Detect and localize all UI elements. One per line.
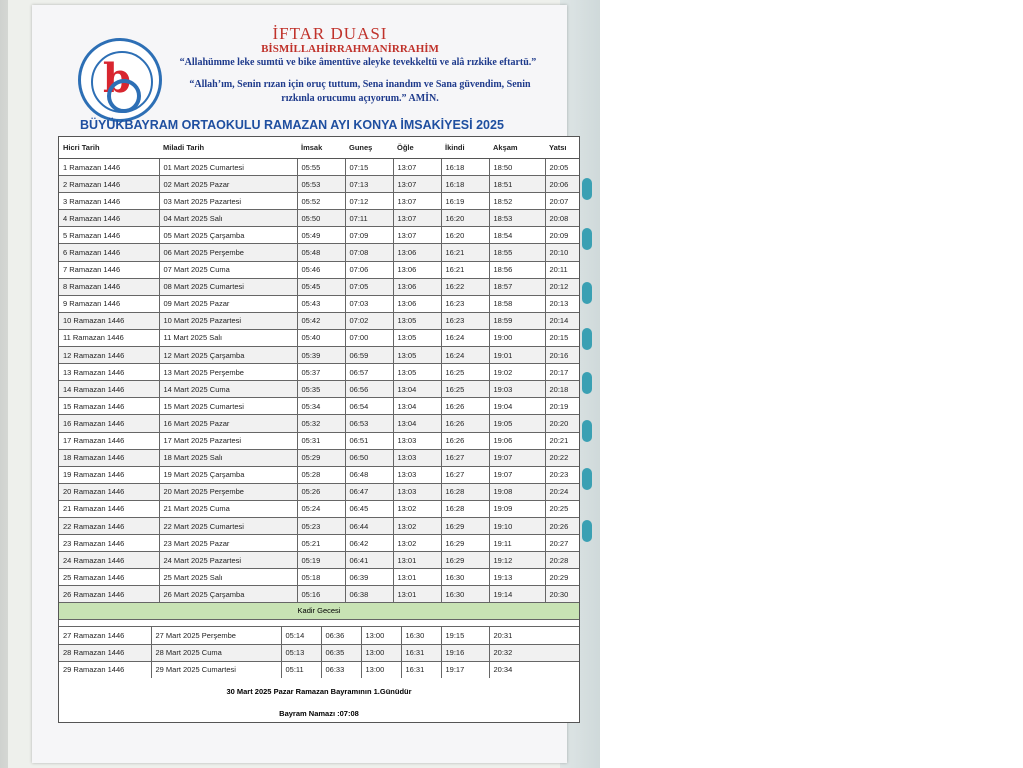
table-row [59,552,579,569]
table-cell: 07:06 [345,261,393,278]
table-cell: 16 Mart 2025 Pazar [159,415,297,432]
table-cell: 23 Ramazan 1446 [59,535,159,552]
table-cell: 16:21 [441,261,489,278]
table-cell: 19:17 [441,661,489,678]
table-cell: 20:19 [545,398,579,415]
table-cell: 10 Ramazan 1446 [59,312,159,329]
table-cell: 05:23 [297,517,345,534]
table-cell: 06:48 [345,466,393,483]
table-cell: 07 Mart 2025 Cuma [159,261,297,278]
table-cell: 25 Ramazan 1446 [59,569,159,586]
table-cell: 24 Ramazan 1446 [59,552,159,569]
table-cell: 16:25 [441,381,489,398]
table-row [59,312,579,329]
table-cell: 16:30 [441,569,489,586]
table-cell: 11 Ramazan 1446 [59,329,159,346]
table-cell: 16:28 [441,483,489,500]
table-cell: 01 Mart 2025 Cumartesi [159,159,297,176]
table-cell: 13:04 [393,415,441,432]
table-cell: 18:52 [489,193,545,210]
table-cell: 16:24 [441,329,489,346]
table-cell: 05:50 [297,210,345,227]
table-cell: 16:22 [441,278,489,295]
table-row [59,586,579,603]
sleeve-hole [582,328,592,350]
table-cell: 13:00 [361,661,401,678]
table-cell: 15 Ramazan 1446 [59,398,159,415]
table-row [59,364,579,381]
table-cell: 13:03 [393,432,441,449]
table-cell: 21 Ramazan 1446 [59,500,159,517]
table-cell: 19:04 [489,398,545,415]
table-cell: 12 Ramazan 1446 [59,347,159,364]
table-cell: 05:32 [297,415,345,432]
table-cell: 16 Ramazan 1446 [59,415,159,432]
table-cell: 16:20 [441,227,489,244]
table-cell: 21 Mart 2025 Cuma [159,500,297,517]
table-cell: 06:41 [345,552,393,569]
table-cell: 10 Mart 2025 Pazartesi [159,312,297,329]
table-cell: 06:36 [321,627,361,644]
table-cell: 16:30 [401,627,441,644]
table-cell: 16:27 [441,449,489,466]
table-cell: 06:33 [321,661,361,678]
table-cell: 28 Ramazan 1446 [59,644,151,661]
table-cell: 16:23 [441,312,489,329]
table-cell: 19:00 [489,329,545,346]
table-cell: 20 Ramazan 1446 [59,483,159,500]
table-cell: 06:39 [345,569,393,586]
table-row [59,159,579,176]
table-cell: 16:25 [441,364,489,381]
table-cell: 20:11 [545,261,579,278]
table-cell: 07:09 [345,227,393,244]
table-cell: 05:48 [297,244,345,261]
table-cell: 19 Ramazan 1446 [59,466,159,483]
table-cell: 13:05 [393,329,441,346]
table-cell: 13:02 [393,500,441,517]
table-cell: 13:04 [393,381,441,398]
table-row [59,295,579,312]
table-cell: 26 Mart 2025 Çarşamba [159,586,297,603]
table-row [59,210,579,227]
table-cell: 13:01 [393,569,441,586]
table-row [59,329,579,346]
table-cell: 06:53 [345,415,393,432]
table-row [59,381,579,398]
table-cell: 19:07 [489,449,545,466]
table-cell: 13:06 [393,261,441,278]
imsakiye-title: BÜYÜKBAYRAM ORTAOKULU RAMAZAN AYI KONYA İMSAKİYESİ 2025 [80,118,504,132]
logo-letter-mark: b [103,55,131,102]
table-cell: 09 Mart 2025 Pazar [159,295,297,312]
table-row [59,535,579,552]
table-row [59,483,579,500]
table-cell: 07:05 [345,278,393,295]
table-cell: 20 Mart 2025 Perşembe [159,483,297,500]
table-cell: 19:13 [489,569,545,586]
table-row [59,244,579,261]
table-cell: 13:00 [361,627,401,644]
table-cell: 13:04 [393,398,441,415]
table-cell: 07:15 [345,159,393,176]
table-cell: 05:42 [297,312,345,329]
table-cell: 18 Ramazan 1446 [59,449,159,466]
table-cell: 29 Ramazan 1446 [59,661,151,678]
table-cell: 20:10 [545,244,579,261]
table-cell: 18:50 [489,159,545,176]
table-cell: 16:20 [441,210,489,227]
school-logo [78,38,162,122]
table-cell: 20:07 [545,193,579,210]
table-cell: 13:02 [393,517,441,534]
table-cell: 18:51 [489,176,545,193]
table-cell: 06:50 [345,449,393,466]
table-cell: 20:31 [489,627,579,644]
table-row [59,500,579,517]
table-cell: 05:16 [297,586,345,603]
table-row [59,432,579,449]
table-cell: 20:30 [545,586,579,603]
table-cell: 20:26 [545,517,579,534]
table-row [59,449,579,466]
table-cell: 16:31 [401,644,441,661]
table-cell: 07:03 [345,295,393,312]
table-cell: 18:55 [489,244,545,261]
table-cell: 19:15 [441,627,489,644]
sleeve-hole [582,420,592,442]
table-cell: 20:09 [545,227,579,244]
table-cell: 19:01 [489,347,545,364]
table-cell: 06:45 [345,500,393,517]
table-cell: 2 Ramazan 1446 [59,176,159,193]
table-cell: 16:26 [441,415,489,432]
table-cell: 4 Ramazan 1446 [59,210,159,227]
bayram-note: 30 Mart 2025 Pazar Ramazan Bayramının 1.Günüdür [226,686,412,696]
table-cell: 26 Ramazan 1446 [59,586,159,603]
table-row [59,644,579,661]
table-cell: 20:24 [545,483,579,500]
table-cell: 20:20 [545,415,579,432]
table-cell: 19:05 [489,415,545,432]
table-cell: 13:07 [393,193,441,210]
table-cell: 06 Mart 2025 Perşembe [159,244,297,261]
table-cell: 20:08 [545,210,579,227]
table-row [59,176,579,193]
table-cell: 13:07 [393,210,441,227]
sleeve-hole [582,178,592,200]
table-row [59,278,579,295]
table-cell: 06:54 [345,398,393,415]
table-cell: 27 Mart 2025 Perşembe [151,627,281,644]
table-row [59,415,579,432]
table-cell: 20:14 [545,312,579,329]
table-cell: 13:07 [393,227,441,244]
table-cell: 19 Mart 2025 Çarşamba [159,466,297,483]
table-cell: 13 Ramazan 1446 [59,364,159,381]
sleeve-hole [582,228,592,250]
table-cell: 05:39 [297,347,345,364]
col-hicri: Hicri Tarih [59,137,159,159]
table-cell: 06:44 [345,517,393,534]
table-cell: 05:35 [297,381,345,398]
table-cell: 20:28 [545,552,579,569]
table-cell: 05:21 [297,535,345,552]
table-cell: 05:46 [297,261,345,278]
table-cell: 05:40 [297,329,345,346]
table-cell: 02 Mart 2025 Pazar [159,176,297,193]
table-cell: 28 Mart 2025 Cuma [151,644,281,661]
table-cell: 20:23 [545,466,579,483]
table-cell: 16:29 [441,517,489,534]
table-cell: 05:14 [281,627,321,644]
table-cell: 1 Ramazan 1446 [59,159,159,176]
table-row [59,661,579,678]
table-cell: 05:29 [297,449,345,466]
table-cell: 13:01 [393,552,441,569]
col-imsak: İmsak [297,137,345,159]
col-miladi: Miladi Tarih [159,137,297,159]
table-cell: 16:26 [441,432,489,449]
table-row [59,517,579,534]
table-cell: 25 Mart 2025 Salı [159,569,297,586]
table-cell: 13:05 [393,364,441,381]
table-cell: 13:03 [393,483,441,500]
table-row [59,627,579,644]
table-cell: 16:28 [441,500,489,517]
table-cell: 05:53 [297,176,345,193]
table-header-row [59,137,579,159]
table-cell: 05:11 [281,661,321,678]
logo-circle-mark [107,79,141,113]
table-cell: 06:56 [345,381,393,398]
table-cell: 13 Mart 2025 Perşembe [159,364,297,381]
table-cell: 13:07 [393,176,441,193]
table-cell: 9 Ramazan 1446 [59,295,159,312]
table-row [59,569,579,586]
table-cell: 13:06 [393,295,441,312]
table-row [59,193,579,210]
table-cell: 07:11 [345,210,393,227]
table-cell: 16:29 [441,535,489,552]
table-row [59,398,579,415]
sleeve-hole [582,468,592,490]
imsakiye-table [58,136,580,723]
table-cell: 06:42 [345,535,393,552]
table-cell: 7 Ramazan 1446 [59,261,159,278]
table-cell: 20:22 [545,449,579,466]
table-cell: 06:59 [345,347,393,364]
table-cell: 14 Mart 2025 Cuma [159,381,297,398]
table-cell: 19:02 [489,364,545,381]
sleeve-hole [582,520,592,542]
table-cell: 07:12 [345,193,393,210]
table-cell: 20:27 [545,535,579,552]
table-cell: 13:05 [393,312,441,329]
table-cell: 05:31 [297,432,345,449]
iftar-duasi-title: İFTAR DUASI [272,24,388,43]
table-cell: 13:01 [393,586,441,603]
table-cell: 05:34 [297,398,345,415]
table-cell: 18:59 [489,312,545,329]
table-row [59,466,579,483]
table-cell: 05:55 [297,159,345,176]
kadir-gecesi-banner: Kadir Gecesi [59,602,579,620]
table-cell: 20:16 [545,347,579,364]
table-cell: 19:12 [489,552,545,569]
table-cell: 18:56 [489,261,545,278]
table-cell: 20:29 [545,569,579,586]
table-cell: 6 Ramazan 1446 [59,244,159,261]
table-cell: 20:15 [545,329,579,346]
table-cell: 16:27 [441,466,489,483]
table-cell: 13:03 [393,466,441,483]
table-cell: 22 Mart 2025 Cumartesi [159,517,297,534]
table-cell: 24 Mart 2025 Pazartesi [159,552,297,569]
dua-meaning-text: “Allah’ım, Senin rızan için oruç tuttum, Sena inandım ve Sana güvendim, Senin rızkınla orucumu açıyorum.” AMİN. [189,79,531,104]
table-cell: 05:26 [297,483,345,500]
table-cell: 18:58 [489,295,545,312]
table-cell: 19:09 [489,500,545,517]
table-cell: 13:06 [393,244,441,261]
table-cell: 05:19 [297,552,345,569]
table-cell: 20:12 [545,278,579,295]
table-cell: 19:16 [441,644,489,661]
table-cell: 19:10 [489,517,545,534]
table-cell: 05:45 [297,278,345,295]
table-row [59,227,579,244]
table-cell: 17 Mart 2025 Pazartesi [159,432,297,449]
table-cell: 06:51 [345,432,393,449]
table-cell: 05:13 [281,644,321,661]
table-cell: 20:21 [545,432,579,449]
table-cell: 05:43 [297,295,345,312]
table-cell: 19:06 [489,432,545,449]
table-cell: 13:02 [393,535,441,552]
table-cell: 8 Ramazan 1446 [59,278,159,295]
table-cell: 18 Mart 2025 Salı [159,449,297,466]
table-cell: 16:21 [441,244,489,261]
table-cell: 18:57 [489,278,545,295]
table-cell: 16:23 [441,295,489,312]
sleeve-hole [582,282,592,304]
table-cell: 3 Ramazan 1446 [59,193,159,210]
besmele-text: BİSMİLLAHİRRAHMANİRRAHİM [261,43,439,55]
table-cell: 20:18 [545,381,579,398]
table-cell: 06:35 [321,644,361,661]
table-row [59,261,579,278]
table-cell: 06:38 [345,586,393,603]
table-cell: 16:18 [441,159,489,176]
table-cell: 12 Mart 2025 Çarşamba [159,347,297,364]
col-aksam: Akşam [489,137,545,159]
table-cell: 19:03 [489,381,545,398]
table-cell: 16:18 [441,176,489,193]
table-cell: 05 Mart 2025 Çarşamba [159,227,297,244]
table-cell: 22 Ramazan 1446 [59,517,159,534]
table-cell: 13:07 [393,159,441,176]
table-cell: 05:24 [297,500,345,517]
table-cell: 19:14 [489,586,545,603]
table-cell: 20:17 [545,364,579,381]
table-cell: 13:06 [393,278,441,295]
table-row [59,347,579,364]
table-cell: 13:03 [393,449,441,466]
table-cell: 16:19 [441,193,489,210]
table-cell: 05:52 [297,193,345,210]
table-cell: 07:00 [345,329,393,346]
table-cell: 23 Mart 2025 Pazar [159,535,297,552]
dua-text: “Allahümme leke sumtü ve bike âmentüve aleyke tevekkeltü ve alâ rızkike eftartü.” [179,57,537,68]
table-cell: 11 Mart 2025 Salı [159,329,297,346]
table-cell: 07:02 [345,312,393,329]
table-cell: 20:13 [545,295,579,312]
table-cell: 20:32 [489,644,579,661]
bayram-namazi-time: Bayram Namazı :07:08 [279,708,359,718]
col-yatsi: Yatsı [545,137,579,159]
table-cell: 18:53 [489,210,545,227]
table-cell: 29 Mart 2025 Cumartesi [151,661,281,678]
table-cell: 20:06 [545,176,579,193]
table-cell: 13:00 [361,644,401,661]
table-cell: 08 Mart 2025 Cumartesi [159,278,297,295]
table-cell: 19:07 [489,466,545,483]
table-cell: 20:05 [545,159,579,176]
sleeve-hole [582,372,592,394]
table-cell: 19:11 [489,535,545,552]
col-gunes: Guneş [345,137,393,159]
table-cell: 18:54 [489,227,545,244]
table-cell: 05:28 [297,466,345,483]
table-cell: 06:47 [345,483,393,500]
table-cell: 07:08 [345,244,393,261]
table-cell: 15 Mart 2025 Cumartesi [159,398,297,415]
table-cell: 16:30 [441,586,489,603]
table-cell: 03 Mart 2025 Pazartesi [159,193,297,210]
table-cell: 07:13 [345,176,393,193]
table-cell: 05:37 [297,364,345,381]
table-cell: 04 Mart 2025 Salı [159,210,297,227]
table-cell: 16:26 [441,398,489,415]
table-cell: 5 Ramazan 1446 [59,227,159,244]
table-cell: 16:31 [401,661,441,678]
table-cell: 05:49 [297,227,345,244]
table-cell: 19:08 [489,483,545,500]
table-cell: 13:05 [393,347,441,364]
table-cell: 17 Ramazan 1446 [59,432,159,449]
col-ikindi: İkindi [441,137,489,159]
table-cell: 16:29 [441,552,489,569]
table-cell: 16:24 [441,347,489,364]
col-ogle: Öğle [393,137,441,159]
table-cell: 06:57 [345,364,393,381]
table-cell: 05:18 [297,569,345,586]
table-cell: 27 Ramazan 1446 [59,627,151,644]
table-cell: 20:25 [545,500,579,517]
table-cell: 20:34 [489,661,579,678]
table-cell: 14 Ramazan 1446 [59,381,159,398]
